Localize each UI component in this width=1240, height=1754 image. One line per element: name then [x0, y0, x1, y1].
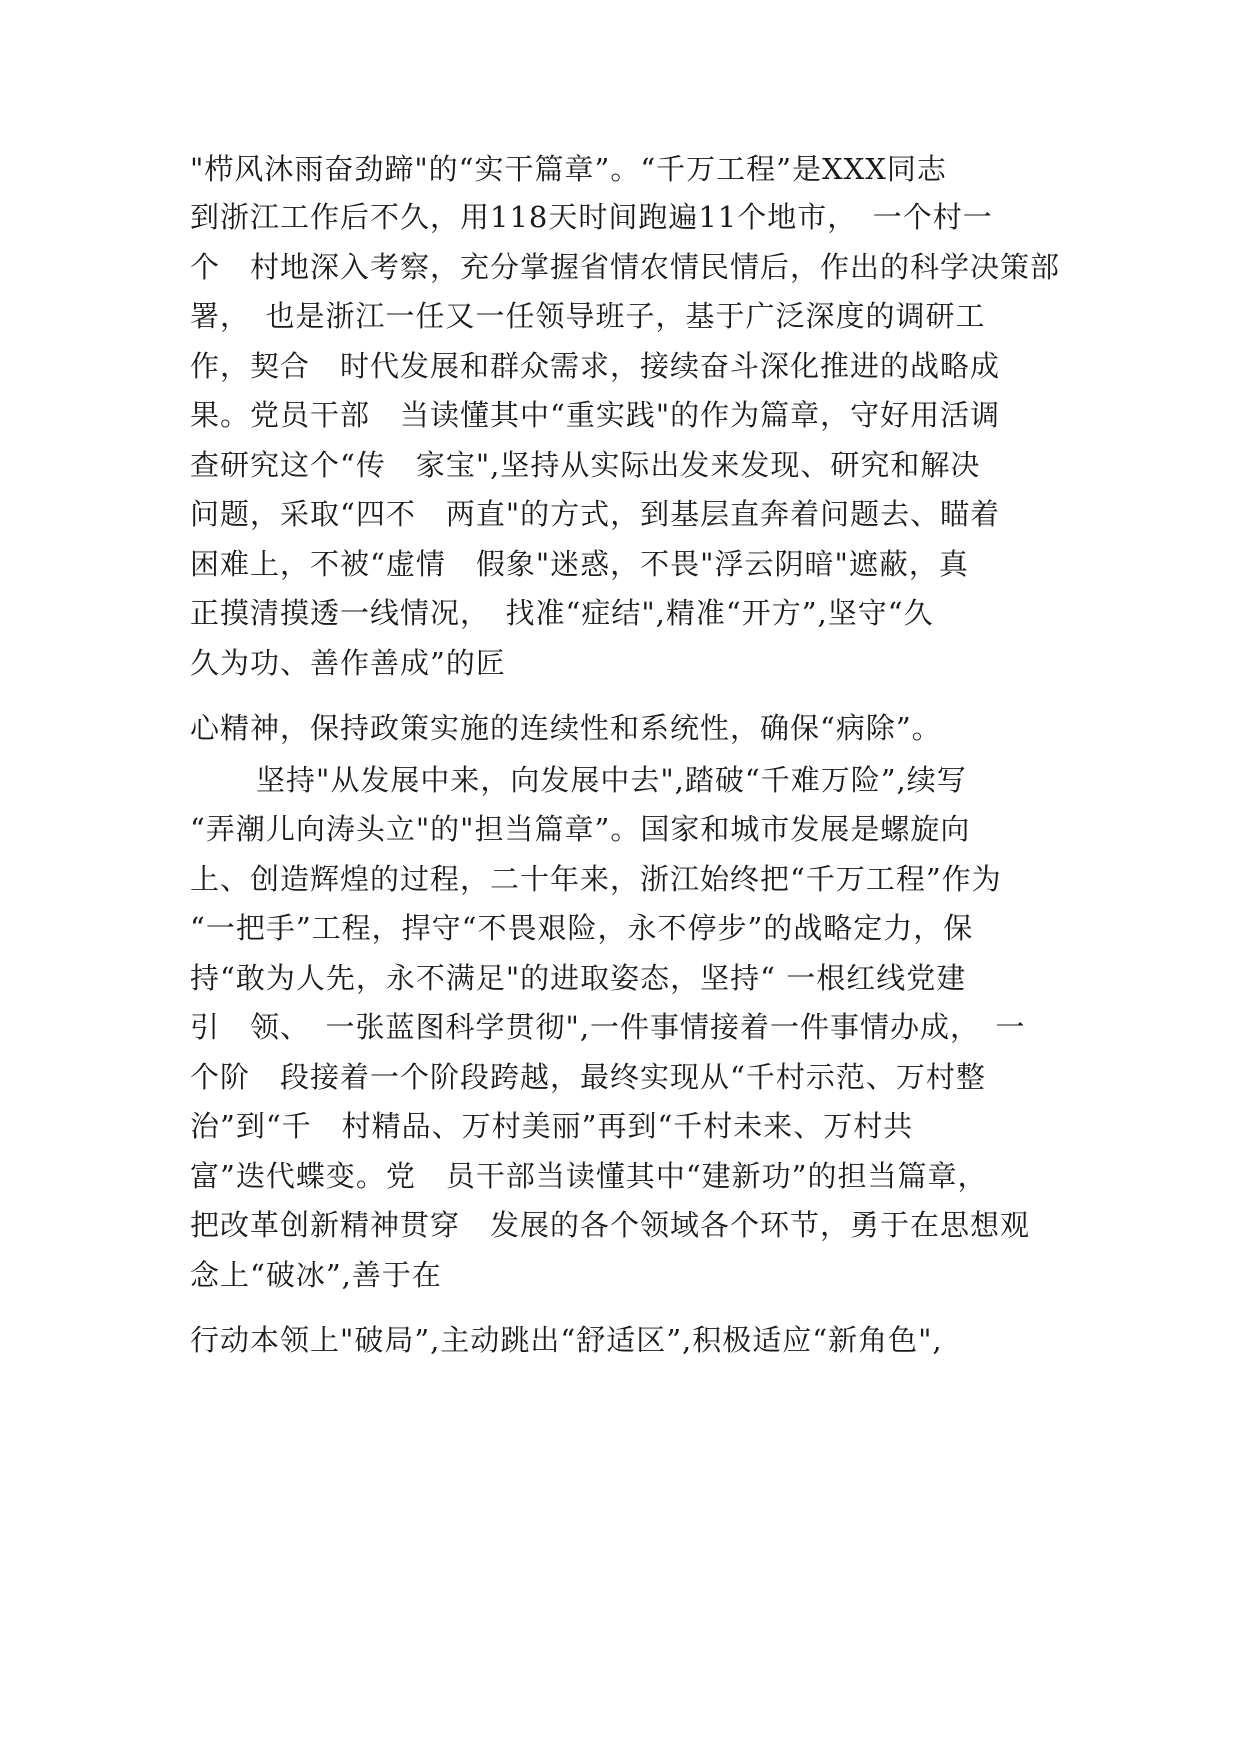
text-line: 上、创造辉煌的过程，二十年来，浙江始终把“千万工程”作为 [190, 862, 1002, 896]
text-line: 持“敢为人先，永不满足"的进取姿态，坚持“ 一根红线党建 [190, 961, 967, 995]
text-line: 困难上，不被“虚情 假象"迷惑，不畏"浮云阴暗"遮蔽，真 [190, 547, 969, 581]
text-line: 久为功、善作善成”的匠 [190, 646, 506, 680]
text-line: 富”迭代蝶变。党 员干部当读懂其中“建新功”的担当篇章， [190, 1159, 988, 1193]
text-line: 念上“破冰”,善于在 [190, 1258, 442, 1292]
text-line: 署， 也是浙江一任又一任领导班子，基于广泛深度的调研工 [190, 299, 986, 333]
text-line: 心精神，保持政策实施的连续性和系统性，确保“病除”。 [190, 711, 942, 745]
text-line: 正摸清摸透一线情况， 找准“症结",精准“开方”,坚守“久 [190, 596, 934, 630]
text-line: 治”到“千 村精品、万村美丽”再到“千村未来、万村共 [190, 1109, 914, 1143]
text-line: 引 领、 一张蓝图科学贯彻",一件事情接着一件事情办成， 一 [190, 1010, 1026, 1044]
text-line: 作，契合 时代发展和群众需求，接续奋斗深化推进的战略成 [190, 349, 1001, 383]
text-line: 果。党员干部 当读懂其中“重实践"的作为篇章，守好用活调 [190, 398, 1001, 432]
text-line: 问题，采取“四不 两直"的方式，到基层直奔着问题去、瞄着 [190, 497, 1001, 531]
text-line: "栉风沐雨奋劲蹄"的“实干篇章”。“千万工程”是XXX同志 [190, 152, 947, 186]
text-line: “弄潮儿向涛头立"的"担当篇章”。国家和城市发展是螺旋向 [190, 812, 971, 846]
text-line: 把改革创新精神贯穿 发展的各个领域各个环节，勇于在思想观 [190, 1208, 1031, 1242]
text-line: “一把手”工程，捍守“不畏艰险，永不停步”的战略定力，保 [190, 911, 974, 945]
paragraph-first-line: 坚持"从发展中来，向发展中去",踏破“千难万险”,续写 [256, 763, 967, 797]
text-line: 查研究这个“传 家宝",坚持从实际出发来发现、研究和解决 [190, 448, 981, 482]
text-line: 行动本领上"破局”,主动跳出“舒适区”,积极适应“新角色", [190, 1323, 943, 1357]
text-line: 到浙江工作后不久，用118天时间跑遍11个地市， 一个村一 [190, 200, 993, 234]
text-line: 个阶 段接着一个阶段跨越，最终实现从“千村示范、万村整 [190, 1060, 986, 1094]
text-line: 个 村地深入考察，充分掌握省情农情民情后，作出的科学决策部 [190, 250, 1061, 284]
